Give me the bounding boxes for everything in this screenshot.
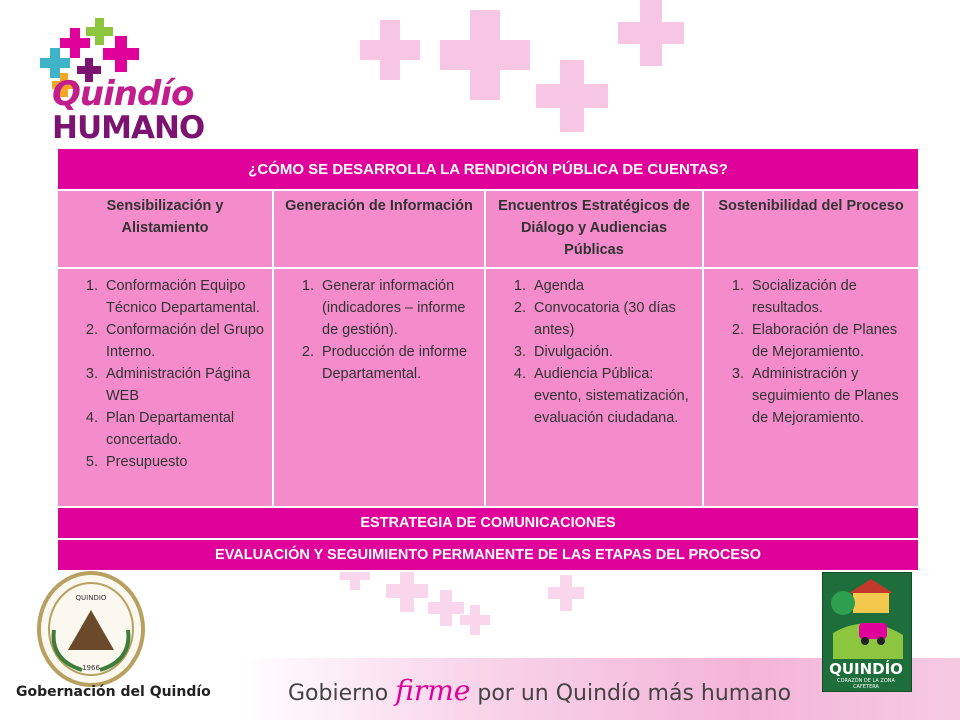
slogan-pre: Gobierno xyxy=(288,681,396,706)
list-item: 1. Agenda xyxy=(530,275,696,297)
process-table xyxy=(56,147,920,572)
list-item: 1. Socialización de resultados. xyxy=(748,275,912,319)
logo-quindio-text: Quindío xyxy=(52,74,194,114)
table-title: ¿CÓMO SE DESARROLLA LA RENDICIÓN PÚBLICA DE CUENTAS? xyxy=(57,148,919,190)
column-items-sostenibilidad xyxy=(703,268,919,507)
list-item: 3. Divulgación. xyxy=(530,341,696,363)
slogan xyxy=(288,674,791,707)
column-header-generacion: Generación de Información xyxy=(273,190,485,268)
list-item: 1. Conformación Equipo Técnico Departamental. xyxy=(102,275,266,319)
slogan-post: por un Quindío más humano xyxy=(470,681,792,706)
list-item: 2. Convocatoria (30 días antes) xyxy=(530,297,696,341)
column-header-sostenibilidad: Sostenibilidad del Proceso xyxy=(703,190,919,268)
coffee-landscape-icon xyxy=(823,573,911,659)
list-item: 2. Conformación del Grupo Interno. xyxy=(102,319,266,363)
column-items-generacion xyxy=(273,268,485,507)
list-item: 4. Plan Departamental concertado. xyxy=(102,407,266,451)
list-item: 1. Generar información (indicadores – informe de gestión). xyxy=(318,275,478,341)
column-header-sensibilizacion: Sensibilización y Alistamiento xyxy=(57,190,273,268)
communication-strategy-row: ESTRATEGIA DE COMUNICACIONES xyxy=(57,507,919,539)
list-item: 5. Presupuesto xyxy=(102,451,266,473)
list-item: 4. Audiencia Pública: evento, sistematización, evaluación ciudadana. xyxy=(530,363,696,429)
list-item: 3. Administración Página WEB xyxy=(102,363,266,407)
gobernacion-seal-icon xyxy=(32,570,150,688)
logo-humano-text: HUMANO xyxy=(52,110,205,146)
seal-top-text: QUINDIO xyxy=(75,594,107,602)
list-item: 3. Administración y seguimiento de Planes de Mejoramiento. xyxy=(748,363,912,429)
column-items-encuentros xyxy=(485,268,703,507)
seal-caption: Gobernación del Quindío xyxy=(16,684,211,700)
badge-title: QUINDÍO xyxy=(829,660,903,678)
seal-year: 1966 xyxy=(82,664,100,672)
list-item: 2. Elaboración de Planes de Mejoramiento. xyxy=(748,319,912,363)
evaluation-row: EVALUACIÓN Y SEGUIMIENTO PERMANENTE DE LAS ETAPAS DEL PROCESO xyxy=(57,539,919,571)
slogan-emphasis: firme xyxy=(395,674,471,707)
column-items-sensibilizacion xyxy=(57,268,273,507)
list-item: 2. Producción de informe Departamental. xyxy=(318,341,478,385)
badge-subtitle: CORAZÓN DE LA ZONA CAFETERA xyxy=(837,678,895,690)
column-header-encuentros: Encuentros Estratégicos de Diálogo y Audiencias Públicas xyxy=(485,190,703,268)
